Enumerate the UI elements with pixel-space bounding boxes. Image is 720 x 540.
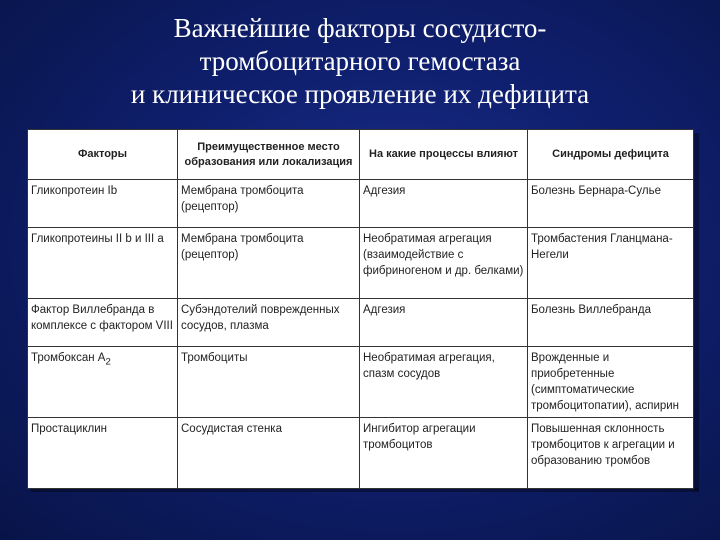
factor-text: Тромбоксан A: [31, 352, 106, 364]
cell-syndrome: Тромбастения Гланцмана-Негели: [528, 228, 694, 299]
cell-factor: Простациклин: [28, 418, 178, 489]
table-row: [28, 228, 694, 299]
cell-syndrome: Болезнь Виллебранда: [528, 299, 694, 347]
cell-factor: Гликопротеины II b и III a: [28, 228, 178, 299]
cell-process: Необратимая агрегация, спазм сосудов: [360, 347, 528, 418]
cell-syndrome: Врожденные и приобретенные (симптоматические тромбоцитопатии), аспирин: [528, 347, 694, 418]
table-row: [28, 418, 694, 489]
cell-syndrome: Повышенная склонность тромбоцитов к агрегации и образованию тромбов: [528, 418, 694, 489]
factors-table: [27, 129, 694, 489]
cell-process: Необратимая агрегация (взаимодействие с фибриногеном и др. белками): [360, 228, 528, 299]
factors-table-container: [27, 129, 693, 488]
slide-title: [0, 12, 720, 111]
title-line-2: тромбоцитарного гемостаза: [199, 46, 521, 76]
cell-syndrome: Болезнь Бернара-Сулье: [528, 180, 694, 228]
table-row: [28, 347, 694, 418]
cell-factor: Гликопротеин Ib: [28, 180, 178, 228]
header-factors: Факторы: [28, 130, 178, 180]
cell-location: Мембрана тромбоцита (рецептор): [178, 228, 360, 299]
cell-location: Мембрана тромбоцита (рецептор): [178, 180, 360, 228]
header-location: Преимущественное место образования или локализация: [178, 130, 360, 180]
cell-process: Адгезия: [360, 299, 528, 347]
header-processes: На какие процессы влияют: [360, 130, 528, 180]
factor-subscript: 2: [105, 356, 111, 368]
table-header-row: [28, 130, 694, 180]
title-line-3: и клиническое проявление их дефицита: [130, 79, 590, 109]
cell-factor: Фактор Виллебранда в комплексе с фактором VIII: [28, 299, 178, 347]
cell-process: Адгезия: [360, 180, 528, 228]
cell-location: Тромбоциты: [178, 347, 360, 418]
cell-factor: [28, 347, 178, 418]
cell-location: Сосудистая стенка: [178, 418, 360, 489]
table-row: [28, 180, 694, 228]
table-row: [28, 299, 694, 347]
title-line-1: Важнейшие факторы сосудисто-: [173, 13, 547, 43]
header-syndromes: Синдромы дефицита: [528, 130, 694, 180]
cell-process: Ингибитор агрегации тромбоцитов: [360, 418, 528, 489]
cell-location: Субэндотелий поврежденных сосудов, плазма: [178, 299, 360, 347]
